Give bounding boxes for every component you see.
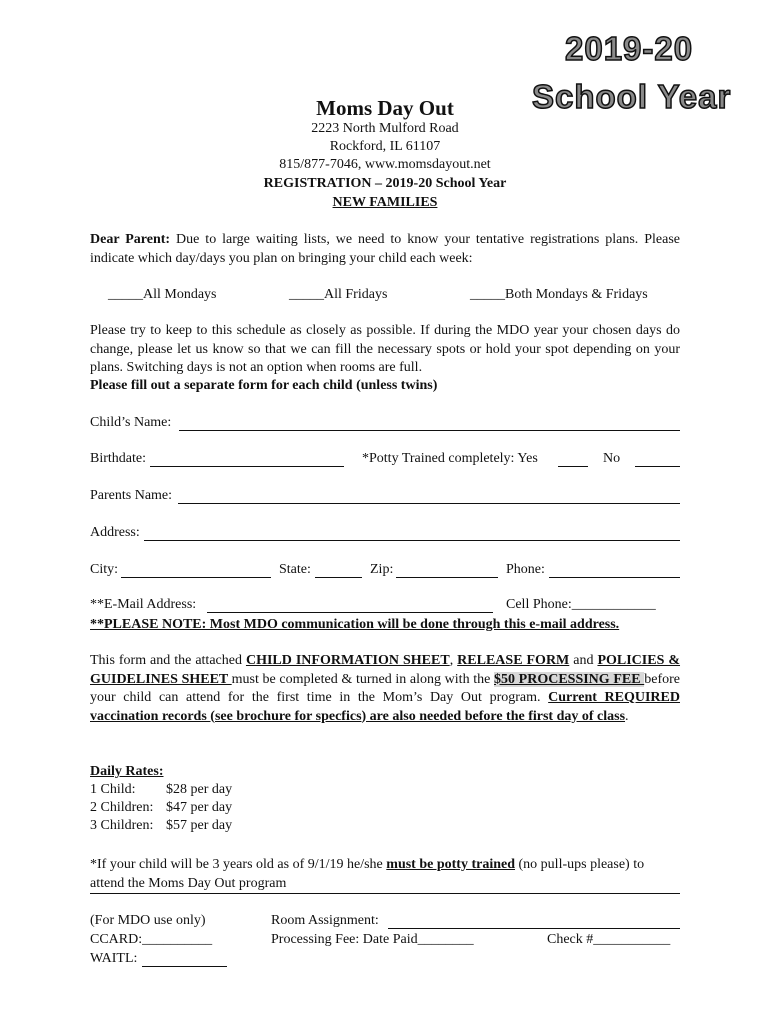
potty-yes-field[interactable] [558,466,588,467]
release-form: RELEASE FORM [457,653,570,668]
address-line1: 2223 North Mulford Road [311,121,459,136]
waitl-field[interactable] [142,966,227,967]
address-line2: Rockford, IL 61107 [329,139,441,154]
city-label: City: [90,562,119,577]
email-field[interactable] [207,612,493,613]
daily-rates-title: Daily Rates: [90,764,164,779]
parents-name-label: Parents Name: [90,488,173,503]
intro-text: Due to large waiting lists, we need to know your tentative registrations plans. Please indicate which day/days you plan on bringing your child each week: [90,232,681,266]
contact-line: 815/877-7046, www.momsdayout.net [279,157,491,172]
processing-fee-date[interactable]: Processing Fee: Date Paid________ [271,932,474,947]
potty-note-emphasis: must be potty trained [386,857,516,872]
year-stamp-line1: 2019-20 [565,30,694,67]
address-label: Address: [90,525,140,540]
attach-text-1: This form and the attached [90,653,246,668]
new-families-label: NEW FAMILIES [332,195,438,210]
registration-title: REGISTRATION – 2019-20 School Year [263,176,507,191]
child-name-field[interactable] [179,430,680,431]
attach-text-2: must be completed & turned in along with the [231,671,494,687]
potty-no-field[interactable] [635,466,680,467]
rate-value: $57 per day [166,818,233,833]
potty-note-text-2: (no pull-ups please) to attend the Moms Day Out program [90,857,645,891]
potty-no-label: No [603,451,621,466]
birthdate-field[interactable] [150,466,344,467]
org-name: Moms Day Out [316,96,454,120]
phone-label: Phone: [506,562,545,577]
waitl-label: WAITL: [90,951,138,966]
attach-and: and [569,653,598,668]
room-assignment-label: Room Assignment: [271,913,379,928]
email-note: **PLEASE NOTE: Most MDO communication will be done through this e-mail address. [90,617,620,632]
zip-field[interactable] [396,577,498,578]
city-field[interactable] [121,577,271,578]
rate-value: $28 per day [166,782,233,797]
ccard-field[interactable]: CCARD:__________ [90,932,213,947]
room-assignment-field[interactable] [388,928,680,929]
potty-note-divider [90,893,680,894]
vaccination-note: Current REQUIRED vaccination records (see brochure for specfics) are also needed before the first day of class [90,690,680,724]
potty-note [90,856,680,893]
rate-label: 3 Children: [90,818,154,833]
parents-name-field[interactable] [178,503,680,504]
attachments-paragraph [90,652,680,726]
processing-fee: $50 PROCESSING FEE [494,671,645,687]
rate-value: $47 per day [166,800,233,815]
mdo-use-label: (For MDO use only) [90,913,206,928]
intro-paragraph [90,231,680,268]
state-field[interactable] [315,577,362,578]
attach-period: . [625,708,629,724]
zip-label: Zip: [370,562,394,577]
potty-note-text-1: *If your child will be 3 years old as of 9/1/19 he/she [90,857,387,872]
year-stamp-line2: School Year [532,78,732,115]
option-all-fridays[interactable]: _____All Fridays [289,287,388,302]
separate-form-note: Please fill out a separate form for each child (unless twins) [90,378,438,393]
cell-phone-field[interactable]: Cell Phone:____________ [506,597,656,612]
greeting: Dear Parent: [90,232,171,247]
attach-comma: , [449,653,458,668]
schedule-note: Please try to keep to this schedule as closely as possible. If during the MDO year your chosen days do change, please let us know so that we can fill the necessary spots or hold your spot depending on your plans. Switching days is not an option when rooms are full. [90,323,680,375]
option-both-days[interactable]: _____Both Mondays & Fridays [470,287,648,302]
child-info-sheet: CHILD INFORMATION SHEET [245,653,450,668]
address-field[interactable] [144,540,680,541]
potty-trained-label: *Potty Trained completely: Yes [362,451,538,466]
rate-label: 1 Child: [90,782,136,797]
email-label: **E-Mail Address: [90,597,197,612]
state-label: State: [279,562,311,577]
birthdate-label: Birthdate: [90,451,146,466]
check-number-field[interactable]: Check #___________ [547,932,671,947]
policies-sheet: POLICIES & GUIDELINES SHEET [90,653,681,687]
attach-text-3: before your child can attend for the first time in the Mom’s Day Out program. [90,671,680,705]
rate-label: 2 Children: [90,800,154,815]
phone-field[interactable] [549,577,680,578]
option-all-mondays[interactable]: _____All Mondays [108,287,217,302]
child-name-label: Child’s Name: [90,415,172,430]
